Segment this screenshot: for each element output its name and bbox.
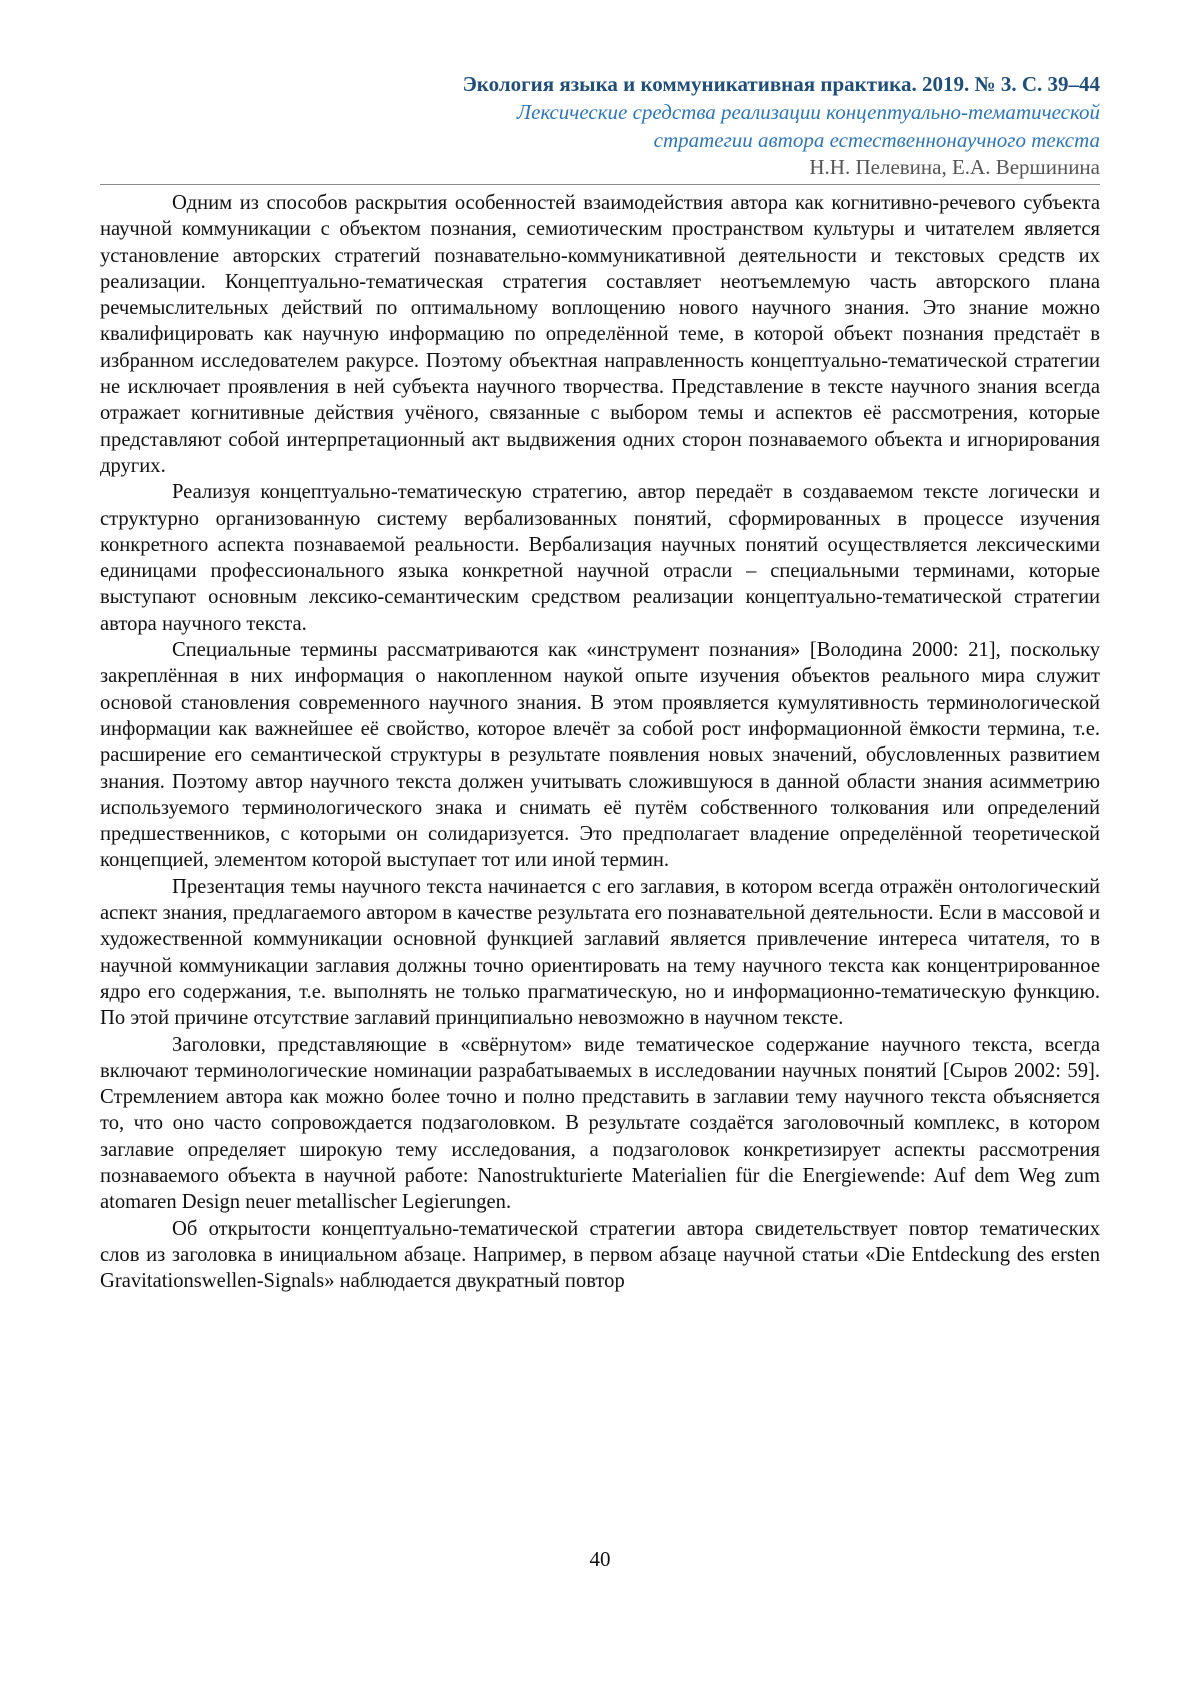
paragraph: Реализуя концептуально-тематическую стратегию, автор передаёт в создаваемом тексте логически и структурно организованную систему вербализованных понятий, сформированных в процессе изучения конкретного аспекта познаваемой реальности. Вербализация научных понятий осуществляется лексическими единицами профессионального языка конкретной научной отрасли – специальными терминами, которые выступают основным лексико-семантическим средством реализации концептуально-тематической стратегии автора научного текста. [100, 479, 1100, 637]
article-title-line-1: Лексические средства реализации концептуально-тематической [100, 98, 1100, 126]
journal-citation: Экология языка и коммуникативная практика. 2019. № 3. С. 39–44 [100, 70, 1100, 98]
paragraph: Заголовки, представляющие в «свёрнутом» виде тематическое содержание научного текста, всегда включают терминологические номинации разрабатываемых в исследовании научных понятий [Сыров 2002: 59]. Стремлением автора как можно более точно и полно представить в заглавии тему научного текста объясняется то, что оно часто сопровождается подзаголовком. В результате создаётся заголовочный комплекс, в котором заглавие определяет широкую тему исследования, а подзаголовок конкретизирует аспекты рассмотрения познаваемого объекта в научной работе: Nanostrukturierte Materialien für die Energiewende: Auf dem Weg zum atomaren Design neuer metallischer Legierungen. [100, 1032, 1100, 1216]
paragraph: Об открытости концептуально-тематической стратегии автора свидетельствует повтор тематических слов из заголовка в инициальном абзаце. Например, в первом абзаце научной статьи «Die Entdeckung des ersten Gravitationswellen-Signals» наблюдается двукратный повтор [100, 1216, 1100, 1295]
article-title-line-2: стратегии автора естественнонаучного текста [100, 126, 1100, 154]
paragraph: Презентация темы научного текста начинается с его заглавия, в котором всегда отражён онтологический аспект знания, предлагаемого автором в качестве результата его познавательной деятельности. Если в массовой и художественной коммуникации основной функцией заглавий является привлечение интереса читателя, то в научной коммуникации заглавия должны точно ориентировать на тему научного текста как концентрированное ядро его содержания, т.е. выполнять не только прагматическую, но и информационно-тематическую функцию. По этой причине отсутствие заглавий принципиально невозможно в научном тексте. [100, 874, 1100, 1032]
running-header [100, 70, 1100, 185]
article-authors: Н.Н. Пелевина, Е.А. Вершинина [100, 154, 1100, 181]
page-number: 40 [0, 1547, 1200, 1572]
article-body [100, 190, 1100, 1294]
paragraph: Специальные термины рассматриваются как «инструмент познания» [Володина 2000: 21], поскольку закреплённая в них информация о накопленном наукой опыте изучения объектов реального мира служит основой становления современного научного знания. В этом проявляется кумулятивность терминологической информации как важнейшее её свойство, которое влечёт за собой рост информационной ёмкости термина, т.е. расширение его семантической структуры в результате появления новых значений, обусловленных развитием знания. Поэтому автор научного текста должен учитывать сложившуюся в данной области знания асимметрию используемого терминологического знака и снимать её путём собственного толкования или определений предшественников, с которыми он солидаризуется. Это предполагает владение определённой теоретической концепцией, элементом которой выступает тот или иной термин. [100, 637, 1100, 874]
paragraph: Одним из способов раскрытия особенностей взаимодействия автора как когнитивно-речевого субъекта научной коммуникации с объектом познания, семиотическим пространством культуры и читателем является установление авторских стратегий познавательно-коммуникативной деятельности и текстовых средств их реализации. Концептуально-тематическая стратегия составляет неотъемлемую часть авторского плана речемыслительных действий по оптимальному воплощению нового научного знания. Это знание можно квалифицировать как научную информацию по определённой теме, в которой объект познания предстаёт в избранном исследователем ракурсе. Поэтому объектная направленность концептуально-тематической стратегии не исключает проявления в ней субъекта научного творчества. Представление в тексте научного знания всегда отражает когнитивные действия учёного, связанные с выбором темы и аспектов её рассмотрения, которые представляют собой интерпретационный акт выдвижения одних сторон познаваемого объекта и игнорирования других. [100, 190, 1100, 479]
